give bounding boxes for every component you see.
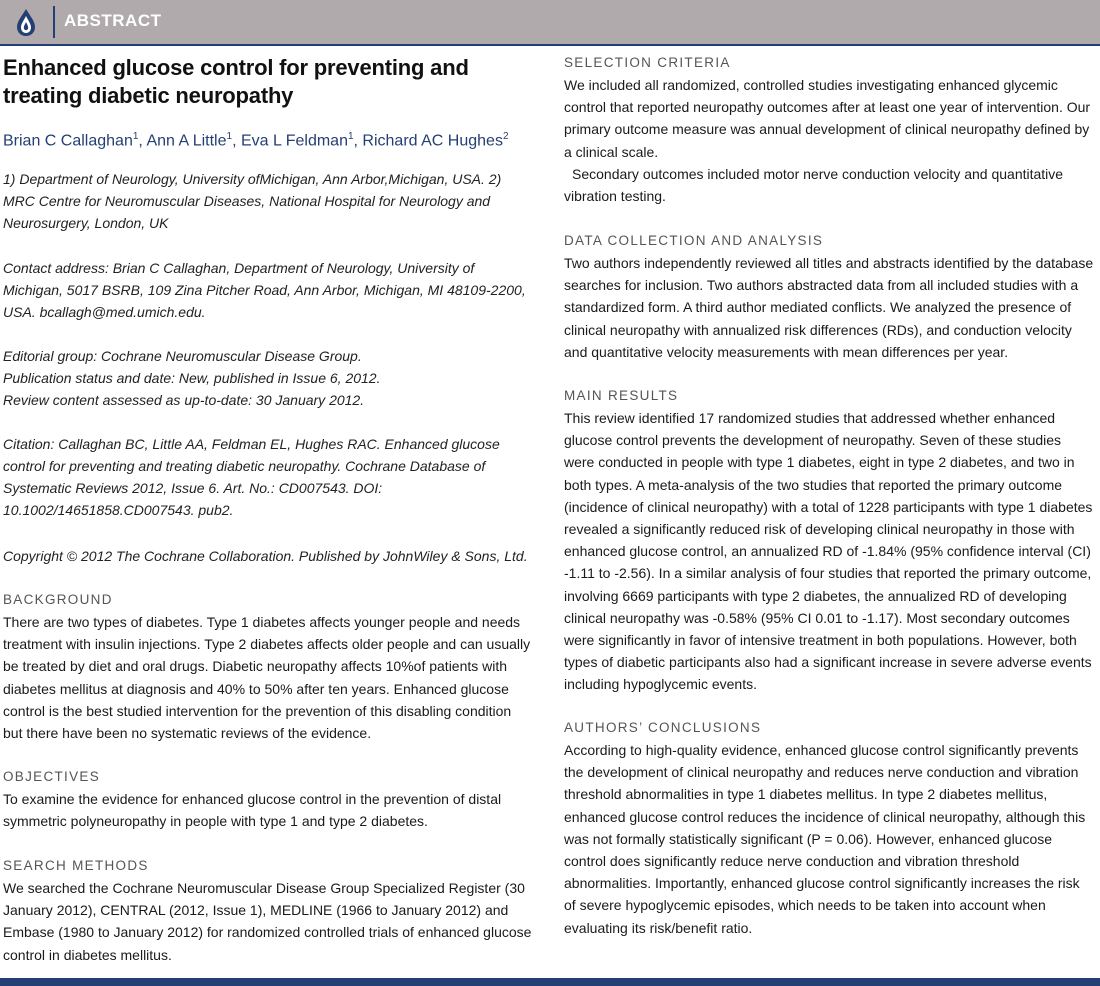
footer-bar xyxy=(0,978,1100,986)
data-collection-heading: DATA COLLECTION AND ANALYSIS xyxy=(564,233,824,248)
author-affiliation: 2 xyxy=(502,131,509,142)
author-affiliation: 1 xyxy=(347,131,354,142)
article-title: Enhanced glucose control for preventing and treating diabetic neuropathy xyxy=(3,55,469,108)
background-heading: BACKGROUND xyxy=(3,592,113,607)
data-collection-text: Two authors independently reviewed all titles and abstracts identified by the database searches for inclusion. Two authors abstracted data from all included studies with a standardized form. A third author mediated conflicts. We analyzed the presence of clinical neuropathy with annualized risk differences (RDs), and conduction velocity and quantitative velocity measurements with mean differences per year. xyxy=(564,255,1094,360)
review-assessed-date: Review content assessed as up-to-date: 30 January 2012. xyxy=(3,392,365,408)
main-results-text: This review identified 17 randomized studies that addressed whether enhanced glucose control prevents the development of neuropathy. Seven of these studies were conducted in people with type 1 diabetes, eight in type 2 diabetes, and two in both types. A meta-analysis of the two studies that reported the primary outcome (incidence of clinical neuropathy) with a total of 1228 participants with type 1 diabetes revealed a significantly reduced risk of developing clinical neuropathy in those with enhanced glucose control, an annualized RD of -1.84% (95% confidence interval (CI) -1.11 to -2.56). In a similar analysis of four studies that reported the primary outcome, involving 6669 participants with type 2 diabetes, the annualized RD of developing clinical neuropathy was -0.58% (95% CI 0.01 to -1.17). Most secondary outcomes were significantly in favor of intensive treatment in both populations. However, both types of diabetic participants also had a significant increase in severe adverse events including hypoglycemic events. xyxy=(564,410,1093,693)
main-results-heading: MAIN RESULTS xyxy=(564,388,679,403)
author-name: Eva L Feldman xyxy=(240,132,348,150)
conclusions-text: According to high-quality evidence, enhanced glucose control significantly prevents the development of clinical neuropathy and reduces nerve conduction and vibration threshold abnormalities in type 1 diabetes mellitus. In type 2 diabetes mellitus, enhanced glucose control reduces the incidence of clinical neuropathy, although this was not formally statistically significant (P = 0.06). However, enhanced glucose control does significantly reduce nerve conduction and vibration threshold abnormalities. Importantly, enhanced glucose control significantly increases the risk of severe hypoglycemic episodes, which needs to be taken into account when evaluating its risk/benefit ratio. xyxy=(564,742,1086,936)
objectives-text: To examine the evidence for enhanced glucose control in the prevention of distal symmetric polyneuropathy in people with type 1 and type 2 diabetes. xyxy=(3,791,502,830)
cochrane-droplet-icon xyxy=(8,6,44,38)
selection-criteria-secondary-text: Secondary outcomes included motor nerve conduction velocity and quantitative vibration testing. xyxy=(564,165,1064,205)
search-methods-text: We searched the Cochrane Neuromuscular Disease Group Specialized Register (30 January 2012), CENTRAL (2012, Issue 1), MEDLINE (1966 to January 2012) and Embase (1980 to January 2012) for randomized controlled trials of enhanced glucose control in diabetes mellitus. xyxy=(3,880,532,963)
selection-criteria-block xyxy=(564,74,1094,207)
objectives-heading: OBJECTIVES xyxy=(3,769,101,784)
abstract-header-bar xyxy=(0,0,1100,46)
conclusions-heading: AUTHORS’ CONCLUSIONS xyxy=(564,720,762,735)
citation: Citation: Callaghan BC, Little AA, Feldman EL, Hughes RAC. Enhanced glucose control for preventing and treating diabetic neuropathy. Cochrane Database of Systematic Reviews 2012, Issue 6. Art. No.: CD007543. DOI: 10.1002/14651858.CD007543. pub2. xyxy=(3,436,500,518)
author-list: Brian C Callaghan$^1$, Ann A Little$^1$, Eva L Feldman$^1$, Richard AC Hughes$^2$ xyxy=(3,131,509,150)
header-divider xyxy=(53,6,55,38)
author-name: Richard AC Hughes xyxy=(362,132,503,150)
selection-criteria-heading: SELECTION CRITERIA xyxy=(564,55,731,70)
copyright: Copyright © 2012 The Cochrane Collaboration. Published by JohnWiley & Sons, Ltd. xyxy=(3,548,528,564)
selection-criteria-text: We included all randomized, controlled studies investigating enhanced glycemic control that reported neuropathy outcomes after at least one year of intervention. Our primary outcome measure was annual development of clinical neuropathy defined by a clinical scale. xyxy=(564,77,1091,160)
publication-status: Publication status and date: New, published in Issue 6, 2012. xyxy=(3,370,381,386)
affiliations: 1) Department of Neurology, University ofMichigan, Ann Arbor,Michigan, USA. 2) MRC Centre for Neuromuscular Diseases, National Hospital for Neurology and Neurosurgery, London, UK xyxy=(3,171,502,231)
background-text: There are two types of diabetes. Type 1 diabetes affects younger people and needs treatment with insulin injections. Type 2 diabetes affects older people and can usually be treated by diet and oral drugs. Diabetic neuropathy affects 10%of patients with diabetes mellitus at diagnosis and 40% to 50% after ten years. Enhanced glucose control is the best studied intervention for the prevention of this disabling condition but there have been no systematic reviews of the evidence. xyxy=(3,614,531,742)
editorial-group: Editorial group: Cochrane Neuromuscular Disease Group. xyxy=(3,348,362,364)
author-affiliation: 1 xyxy=(226,131,233,142)
author-name: Brian C Callaghan xyxy=(3,132,133,150)
search-methods-heading: SEARCH METHODS xyxy=(3,858,149,873)
author-name: Ann A Little xyxy=(146,132,227,150)
contact-address: Contact address: Brian C Callaghan, Department of Neurology, University of Michigan, 5017 BSRB, 109 Zina Pitcher Road, Ann Arbor, Michigan, MI 48109-2200, USA. bcallagh@med.umich.edu. xyxy=(3,260,526,320)
author-affiliation: 1 xyxy=(132,131,139,142)
abstract-label: ABSTRACT xyxy=(64,11,162,30)
